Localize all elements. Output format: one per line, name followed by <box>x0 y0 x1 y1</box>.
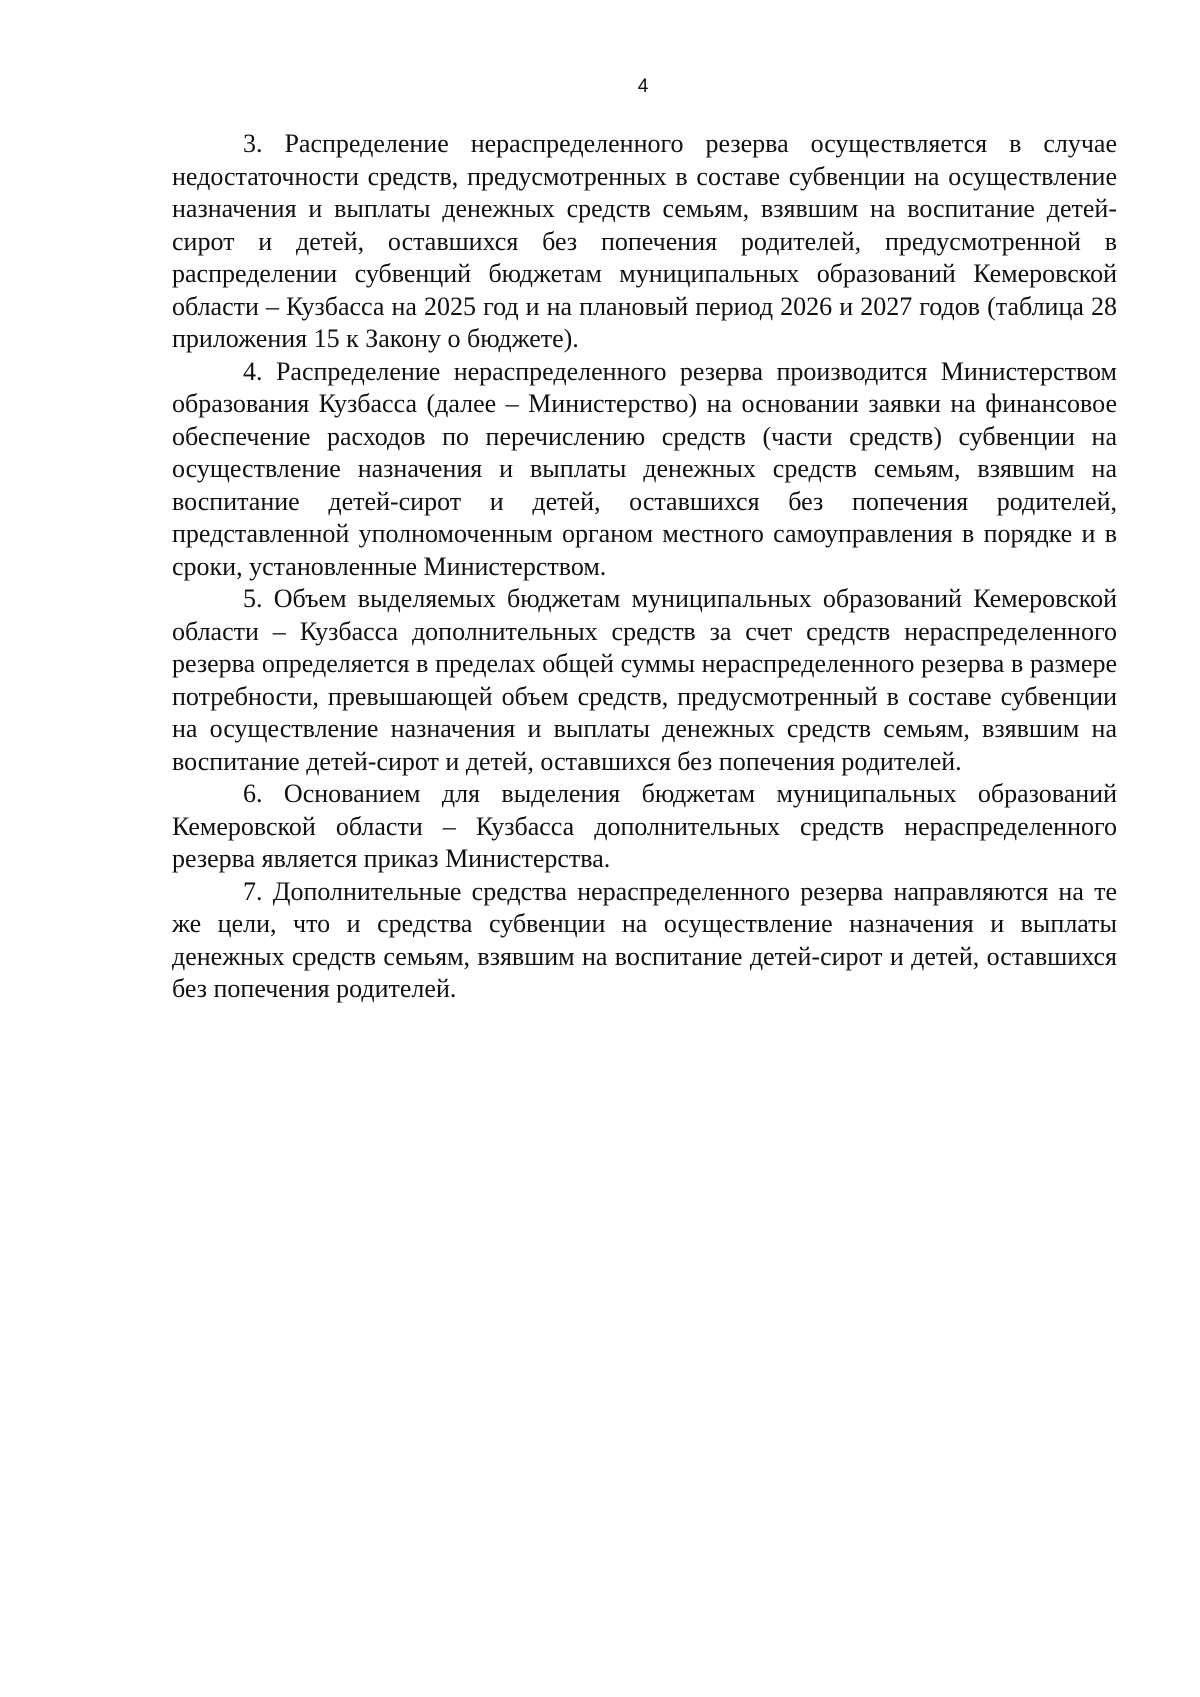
paragraph-3: 3. Распределение нераспределенного резерва осуществляется в случае недостаточности средств, предусмотренных в составе субвенции на осуществление назначения и выплаты денежных средств семьям, взявшим на воспитание детей-сирот и детей, оставшихся без попечения родителей, предусмотренной в распределении субвенций бюджетам муниципальных образований Кемеровской области – Кузбасса на 2025 год и на плановый период 2026 и 2027 годов (таблица 28 приложения 15 к Закону о бюджете). <box>172 129 1117 353</box>
document-body <box>172 128 1117 1006</box>
paragraph-5: 5. Объем выделяемых бюджетам муниципальных образований Кемеровской области – Кузбасса дополнительных средств за счет средств нераспределенного резерва определяется в пределах общей суммы нераспределенного резерва в размере потребности, превышающей объем средств, предусмотренный в составе субвенции на осуществление назначения и выплаты денежных средств семьям, взявшим на воспитание детей-сирот и детей, оставшихся без попечения родителей. <box>172 584 1117 776</box>
page-number: 4 <box>637 76 649 97</box>
paragraph-6: 6. Основанием для выделения бюджетам муниципальных образований Кемеровской области – Кузбасса дополнительных средств нераспределенного резерва является приказ Министерства. <box>172 779 1117 873</box>
paragraph-4: 4. Распределение нераспределенного резерва производится Министерством образования Кузбасса (далее – Министерство) на основании заявки на финансовое обеспечение расходов по перечислению средств (части средств) субвенции на осуществление назначения и выплаты денежных средств семьям, взявшим на воспитание детей-сирот и детей, оставшихся без попечения родителей, представленной уполномоченным органом местного самоуправления в порядке и в сроки, установленные Министерством. <box>172 356 1117 581</box>
paragraph-7: 7. Дополнительные средства нераспределенного резерва направляются на те же цели, что и средства субвенции на осуществление назначения и выплаты денежных средств семьям, взявшим на воспитание детей-сирот и детей, оставшихся без попечения родителей. <box>172 876 1117 1003</box>
